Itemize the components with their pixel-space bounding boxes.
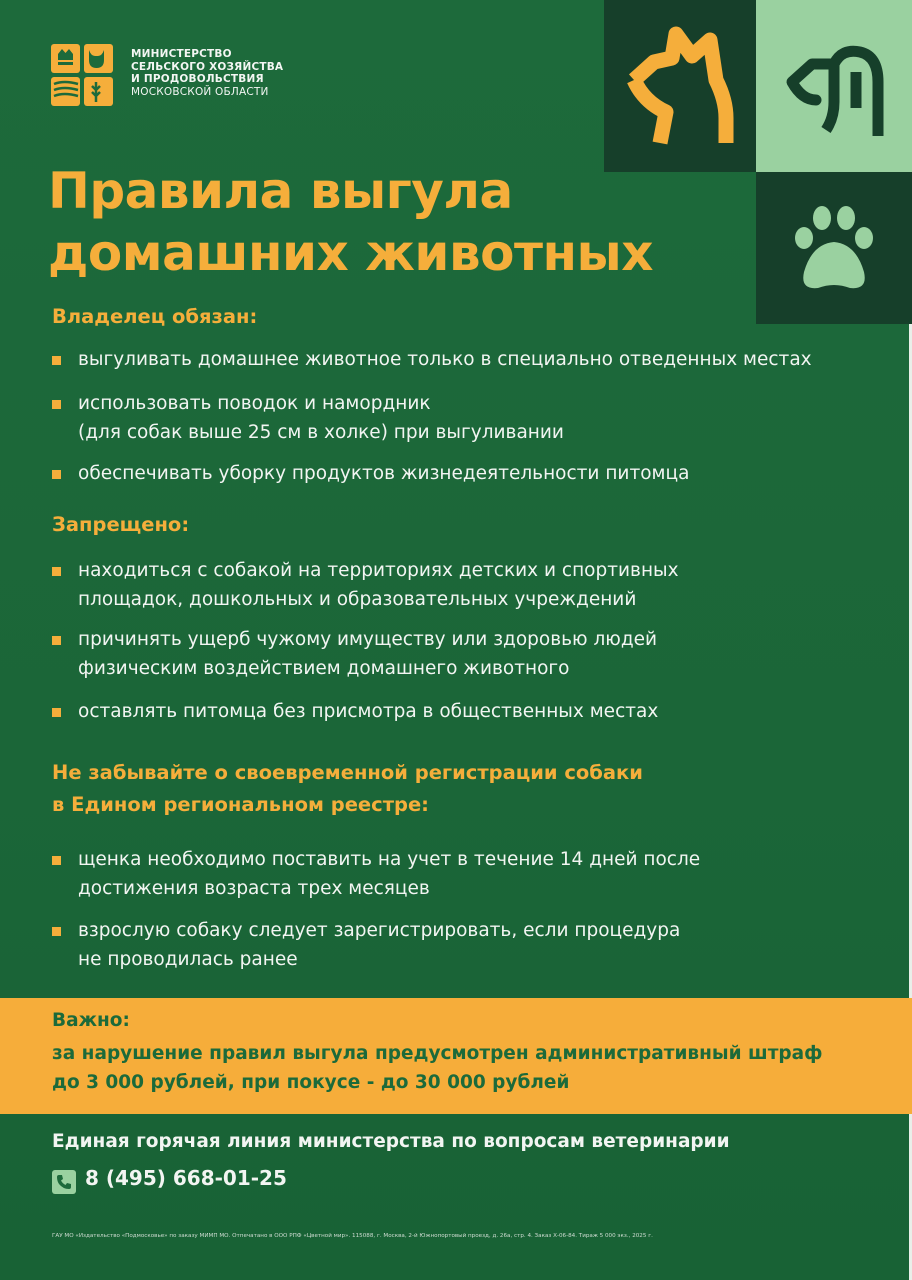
bullet-icon	[52, 708, 61, 717]
dog-icon	[756, 0, 912, 172]
poster: МИНИСТЕРСТВО СЕЛЬСКОГО ХОЗЯЙСТВА И ПРОДОВОЛЬСТВИЯ МОСКОВСКОЙ ОБЛАСТИ Правила выгула домашних животных Владелец обязан: выгуливать домашнее животное только в специально отведенных местах использовать поводок и намордник (для собак выше 25 см в холке) при выгуливании обеспечивать уборку продуктов жизнедеятельности питомца Запрещено: находиться с собакой на территориях детских и спортивных площадок, дошкольных и образовательных учреждений причинять ущерб чужому имуществу или здоровью людей физическим воздействием домашнего животного оставлять питомца без присмотра в общественных местах Не забывайте о своевременной регистрации собаки в Едином региональном реестре: щенка необходимо поставить на учет в течение 14 дней после достижения возраста трех месяцев взрослую собаку следует зарегистрировать, если процедура не проводилась ранее Важно: за нарушение правил выгула предусмотрен административный штраф до 3 000 рублей, при покусе - до 30 000 рублей Единая горячая линия министерства по вопросам ветеринарии 8 (495) 668-01-25 ГАУ МО «Издательство «Подмосковье» по заказу МИМП МО. Отпечатано в ООО РПФ «Цветной мир». 115088, г. Москва, 2-й Южнопортовый проезд, д. 26а, стр. 4. Заказ Х-06-84. Тираж 5 000 экз., 2025 г.	[0, 0, 912, 1280]
hotline-phone[interactable]: 8 (495) 668-01-25	[85, 1166, 287, 1190]
important-label: Важно:	[52, 1010, 130, 1031]
title-line: домашних животных	[48, 224, 653, 282]
page-title	[48, 160, 653, 284]
important-text: до 3 000 рублей, при покусе - до 30 000 рублей	[52, 1072, 570, 1093]
forbidden-heading: Запрещено:	[52, 513, 190, 536]
paw-icon	[756, 172, 912, 324]
ministry-name: МИНИСТЕРСТВО СЕЛЬСКОГО ХОЗЯЙСТВА И ПРОДОВОЛЬСТВИЯ МОСКОВСКОЙ ОБЛАСТИ	[131, 48, 284, 98]
owner-heading: Владелец обязан:	[52, 305, 258, 328]
cat-tile	[604, 0, 756, 172]
registration-heading: в Едином региональном реестре:	[52, 793, 429, 816]
phone-icon	[52, 1170, 76, 1194]
dog-tile	[756, 0, 912, 172]
title-line: Правила выгула	[48, 162, 513, 220]
bullet-icon	[52, 636, 61, 645]
important-text: за нарушение правил выгула предусмотрен административный штраф	[52, 1043, 823, 1064]
ministry-logo	[51, 44, 311, 114]
bullet-icon	[52, 567, 61, 576]
important-notice	[0, 998, 912, 1114]
hotline-label: Единая горячая линия министерства по вопросам ветеринарии	[52, 1131, 730, 1152]
bullet-icon	[52, 356, 61, 365]
imprint-text: ГАУ МО «Издательство «Подмосковье» по заказу МИМП МО. Отпечатано в ООО РПФ «Цветной мир». 115088, г. Москва, 2-й Южнопортовый проезд, д. 26а, стр. 4. Заказ Х-06-84. Тираж 5 000 экз., 2025 г.	[52, 1233, 653, 1239]
bullet-icon	[52, 927, 61, 936]
ministry-emblem-icon	[51, 44, 113, 106]
bullet-icon	[52, 856, 61, 865]
bullet-icon	[52, 470, 61, 479]
registration-heading: Не забывайте о своевременной регистрации собаки	[52, 761, 643, 784]
cat-icon	[604, 0, 756, 172]
bullet-icon	[52, 400, 61, 409]
paw-tile	[756, 172, 912, 324]
